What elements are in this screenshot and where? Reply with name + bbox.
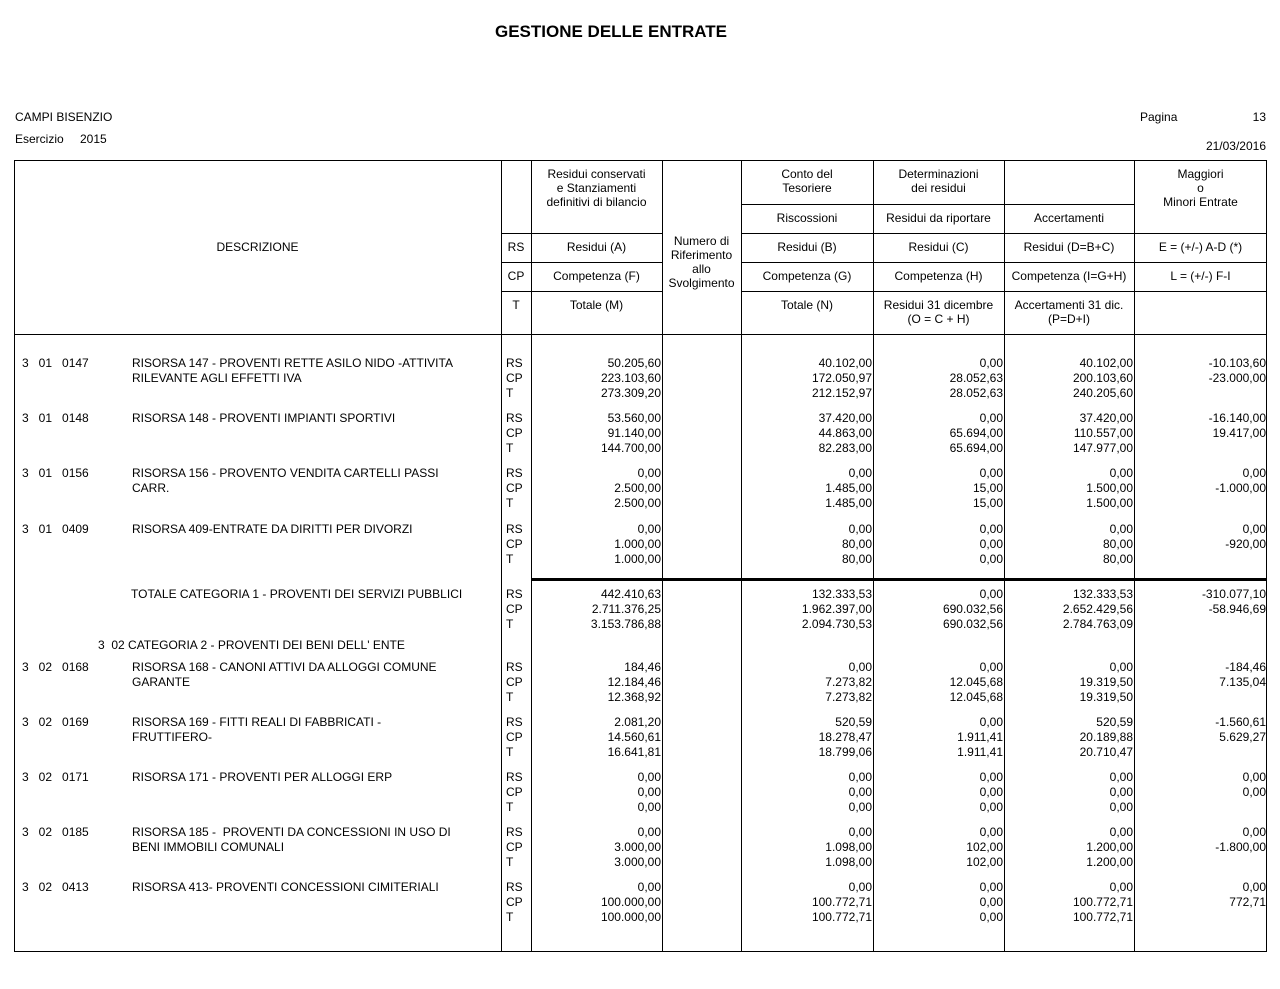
row-value-c: 0,00 0,00 0,00 bbox=[979, 880, 1003, 924]
pagina-value: 13 bbox=[1252, 110, 1266, 124]
grid-line bbox=[501, 262, 662, 263]
row-value-e: -16.140,00 19.417,00 bbox=[1208, 411, 1266, 440]
col-rs: RS bbox=[507, 240, 525, 254]
col-b-sub: Riscossioni bbox=[776, 211, 838, 225]
row-value-c: 0,00 65.694,00 65.694,00 bbox=[949, 411, 1003, 455]
row-value-a: 184,46 12.184,46 12.368,92 bbox=[607, 660, 661, 704]
row-value-b: 0,00 80,00 80,00 bbox=[841, 522, 872, 566]
row-value-b: 520,59 18.278,47 18.799,06 bbox=[818, 715, 872, 759]
row-rs-cp-t: RS CP T bbox=[506, 466, 523, 510]
col-d-sub: Accertamenti bbox=[1033, 211, 1105, 225]
col-c-rs: Residui (C) bbox=[908, 240, 969, 254]
row-value-b: 37.420,00 44.863,00 82.283,00 bbox=[818, 411, 872, 455]
esercizio-value: 2015 bbox=[80, 132, 107, 146]
page-title: GESTIONE DELLE ENTRATE bbox=[494, 22, 728, 41]
esercizio-label: Esercizio bbox=[15, 132, 64, 146]
row-value-d: 0,00 1.200,00 1.200,00 bbox=[1086, 825, 1133, 869]
col-b-t: Totale (N) bbox=[780, 298, 833, 312]
row-code: 3 01 0409 bbox=[22, 522, 89, 536]
row-value-c: 0,00 690.032,56 690.032,56 bbox=[942, 587, 1003, 631]
row-value-a: 0,00 100.000,00 100.000,00 bbox=[600, 880, 661, 924]
row-description: RISORSA 168 - CANONI ATTIVI DA ALLOGGI COMUNE GARANTE bbox=[132, 660, 437, 689]
row-description: RISORSA 413- PROVENTI CONCESSIONI CIMITERIALI bbox=[132, 880, 439, 894]
row-description: RISORSA 185 - PROVENTI DA CONCESSIONI IN USO DI BENI IMMOBILI COMUNALI bbox=[132, 825, 451, 854]
row-description: RISORSA 156 - PROVENTO VENDITA CARTELLI PASSI CARR. bbox=[132, 466, 439, 495]
row-description: TOTALE CATEGORIA 1 - PROVENTI DEI SERVIZI PUBBLICI bbox=[131, 587, 463, 601]
row-rs-cp-t: RS CP T bbox=[506, 825, 523, 869]
row-value-e: 0,00 -1.000,00 bbox=[1215, 466, 1266, 495]
total-separator bbox=[531, 578, 1267, 581]
col-b-cp: Competenza (G) bbox=[762, 269, 852, 283]
pagina-label: Pagina bbox=[1140, 110, 1178, 124]
row-value-b: 0,00 1.098,00 1.098,00 bbox=[825, 825, 872, 869]
row-description: RISORSA 147 - PROVENTI RETTE ASILO NIDO -ATTIVITA RILEVANTE AGLI EFFETTI IVA bbox=[132, 356, 453, 385]
row-value-e: 0,00 0,00 bbox=[1242, 770, 1266, 799]
row-value-b: 0,00 0,00 0,00 bbox=[848, 770, 872, 814]
row-description: RISORSA 171 - PROVENTI PER ALLOGGI ERP bbox=[132, 770, 393, 784]
col-c-t: Residui 31 dicembre (O = C + H) bbox=[883, 298, 994, 326]
col-c-sub: Residui da riportare bbox=[886, 211, 991, 225]
row-description: RISORSA 148 - PROVENTI IMPIANTI SPORTIVI bbox=[132, 411, 396, 425]
row-value-e: 0,00 772,71 bbox=[1229, 880, 1266, 909]
row-value-e: -1.560,61 5.629,27 bbox=[1215, 715, 1266, 744]
col-b-rs: Residui (B) bbox=[777, 240, 837, 254]
row-value-b: 40.102,00 172.050,97 212.152,97 bbox=[811, 356, 872, 400]
col-a-head: Residui conservati e Stanziamenti definitivi di bilancio bbox=[546, 167, 647, 209]
row-value-c: 0,00 102,00 102,00 bbox=[966, 825, 1003, 869]
row-description: RISORSA 409-ENTRATE DA DIRITTI PER DIVORZI bbox=[132, 522, 413, 536]
row-value-a: 2.081,20 14.560,61 16.641,81 bbox=[607, 715, 661, 759]
row-code: 3 01 0156 bbox=[22, 466, 89, 480]
row-value-d: 0,00 80,00 80,00 bbox=[1102, 522, 1133, 566]
col-a-t: Totale (M) bbox=[569, 298, 624, 312]
row-value-d: 37.420,00 110.557,00 147.977,00 bbox=[1072, 411, 1133, 455]
row-rs-cp-t: RS CP T bbox=[506, 411, 523, 455]
row-value-c: 0,00 15,00 15,00 bbox=[972, 466, 1003, 510]
col-e-head: Maggiori o Minori Entrate bbox=[1163, 167, 1238, 209]
col-c-head: Determinazioni dei residui bbox=[898, 167, 979, 195]
col-d-rs: Residui (D=B+C) bbox=[1023, 240, 1115, 254]
row-rs-cp-t: RS CP T bbox=[506, 660, 523, 704]
col-a-rs: Residui (A) bbox=[566, 240, 627, 254]
grid-line bbox=[741, 291, 1267, 292]
row-value-e: -10.103,60 -23.000,00 bbox=[1208, 356, 1266, 385]
row-value-b: 0,00 100.772,71 100.772,71 bbox=[811, 880, 872, 924]
grid-line bbox=[741, 262, 1267, 263]
row-code: 3 02 0169 bbox=[22, 715, 89, 729]
row-code: 3 02 0413 bbox=[22, 880, 89, 894]
grid-line bbox=[741, 233, 1267, 234]
row-code: 3 02 0171 bbox=[22, 770, 89, 784]
row-rs-cp-t: RS CP T bbox=[506, 356, 523, 400]
category-2-heading: 3 02 CATEGORIA 2 - PROVENTI DEI BENI DELL' ENTE bbox=[98, 638, 405, 652]
col-e-cp: L = (+/-) F-I bbox=[1170, 269, 1231, 283]
row-value-c: 0,00 0,00 0,00 bbox=[979, 522, 1003, 566]
grid-line bbox=[501, 291, 662, 292]
row-rs-cp-t: RS CP T bbox=[506, 587, 523, 631]
row-code: 3 02 0168 bbox=[22, 660, 89, 674]
row-value-a: 0,00 0,00 0,00 bbox=[637, 770, 661, 814]
row-rs-cp-t: RS CP T bbox=[506, 880, 523, 924]
col-t: T bbox=[512, 298, 520, 312]
row-value-e: 0,00 -1.800,00 bbox=[1215, 825, 1266, 854]
print-date: 21/03/2016 bbox=[1205, 139, 1266, 153]
row-value-a: 53.560,00 91.140,00 144.700,00 bbox=[600, 411, 661, 455]
row-rs-cp-t: RS CP T bbox=[506, 715, 523, 759]
row-value-d: 0,00 19.319,50 19.319,50 bbox=[1079, 660, 1133, 704]
header-bottom-line bbox=[14, 334, 1267, 335]
row-code: 3 02 0185 bbox=[22, 825, 89, 839]
grid-line bbox=[501, 233, 662, 234]
row-value-c: 0,00 1.911,41 1.911,41 bbox=[957, 715, 1003, 759]
row-value-d: 0,00 100.772,71 100.772,71 bbox=[1072, 880, 1133, 924]
row-value-b: 0,00 1.485,00 1.485,00 bbox=[825, 466, 872, 510]
row-value-d: 132.333,53 2.652.429,56 2.784.763,09 bbox=[1062, 587, 1133, 631]
row-value-e: -310.077,10 -58.946,69 bbox=[1201, 587, 1266, 616]
row-value-a: 50.205,60 223.103,60 273.309,20 bbox=[600, 356, 661, 400]
row-value-c: 0,00 0,00 0,00 bbox=[979, 770, 1003, 814]
grid-line bbox=[741, 204, 1135, 205]
row-value-c: 0,00 28.052,63 28.052,63 bbox=[949, 356, 1003, 400]
row-value-e: 0,00 -920,00 bbox=[1225, 522, 1266, 551]
col-numero: Numero di Riferimento allo Svolgimento bbox=[668, 234, 735, 290]
row-code: 3 01 0148 bbox=[22, 411, 89, 425]
row-value-a: 442.410,63 2.711.376,25 3.153.786,88 bbox=[590, 587, 661, 631]
col-cp: CP bbox=[507, 269, 525, 283]
col-e-rs: E = (+/-) A-D (*) bbox=[1158, 240, 1243, 254]
row-code: 3 01 0147 bbox=[22, 356, 89, 370]
row-value-a: 0,00 2.500,00 2.500,00 bbox=[614, 466, 661, 510]
col-b-head: Conto del Tesoriere bbox=[781, 167, 833, 195]
row-description: RISORSA 169 - FITTI REALI DI FABBRICATI - FRUTTIFERO- bbox=[132, 715, 382, 744]
row-value-a: 0,00 1.000,00 1.000,00 bbox=[614, 522, 661, 566]
row-value-d: 0,00 1.500,00 1.500,00 bbox=[1086, 466, 1133, 510]
ente-name: CAMPI BISENZIO bbox=[15, 110, 113, 124]
row-value-d: 40.102,00 200.103,60 240.205,60 bbox=[1072, 356, 1133, 400]
row-value-e: -184,46 7.135,04 bbox=[1219, 660, 1266, 689]
row-value-d: 520,59 20.189,88 20.710,47 bbox=[1079, 715, 1133, 759]
row-value-a: 0,00 3.000,00 3.000,00 bbox=[614, 825, 661, 869]
col-a-cp: Competenza (F) bbox=[553, 269, 640, 283]
col-d-t: Accertamenti 31 dic. (P=D+I) bbox=[1014, 298, 1124, 326]
col-d-cp: Competenza (I=G+H) bbox=[1011, 269, 1127, 283]
row-value-b: 0,00 7.273,82 7.273,82 bbox=[825, 660, 872, 704]
row-rs-cp-t: RS CP T bbox=[506, 770, 523, 814]
row-value-c: 0,00 12.045,68 12.045,68 bbox=[949, 660, 1003, 704]
row-rs-cp-t: RS CP T bbox=[506, 522, 523, 566]
col-descrizione: DESCRIZIONE bbox=[216, 240, 299, 254]
row-value-b: 132.333,53 1.962.397,00 2.094.730,53 bbox=[801, 587, 872, 631]
row-value-d: 0,00 0,00 0,00 bbox=[1109, 770, 1133, 814]
col-c-cp: Competenza (H) bbox=[894, 269, 983, 283]
